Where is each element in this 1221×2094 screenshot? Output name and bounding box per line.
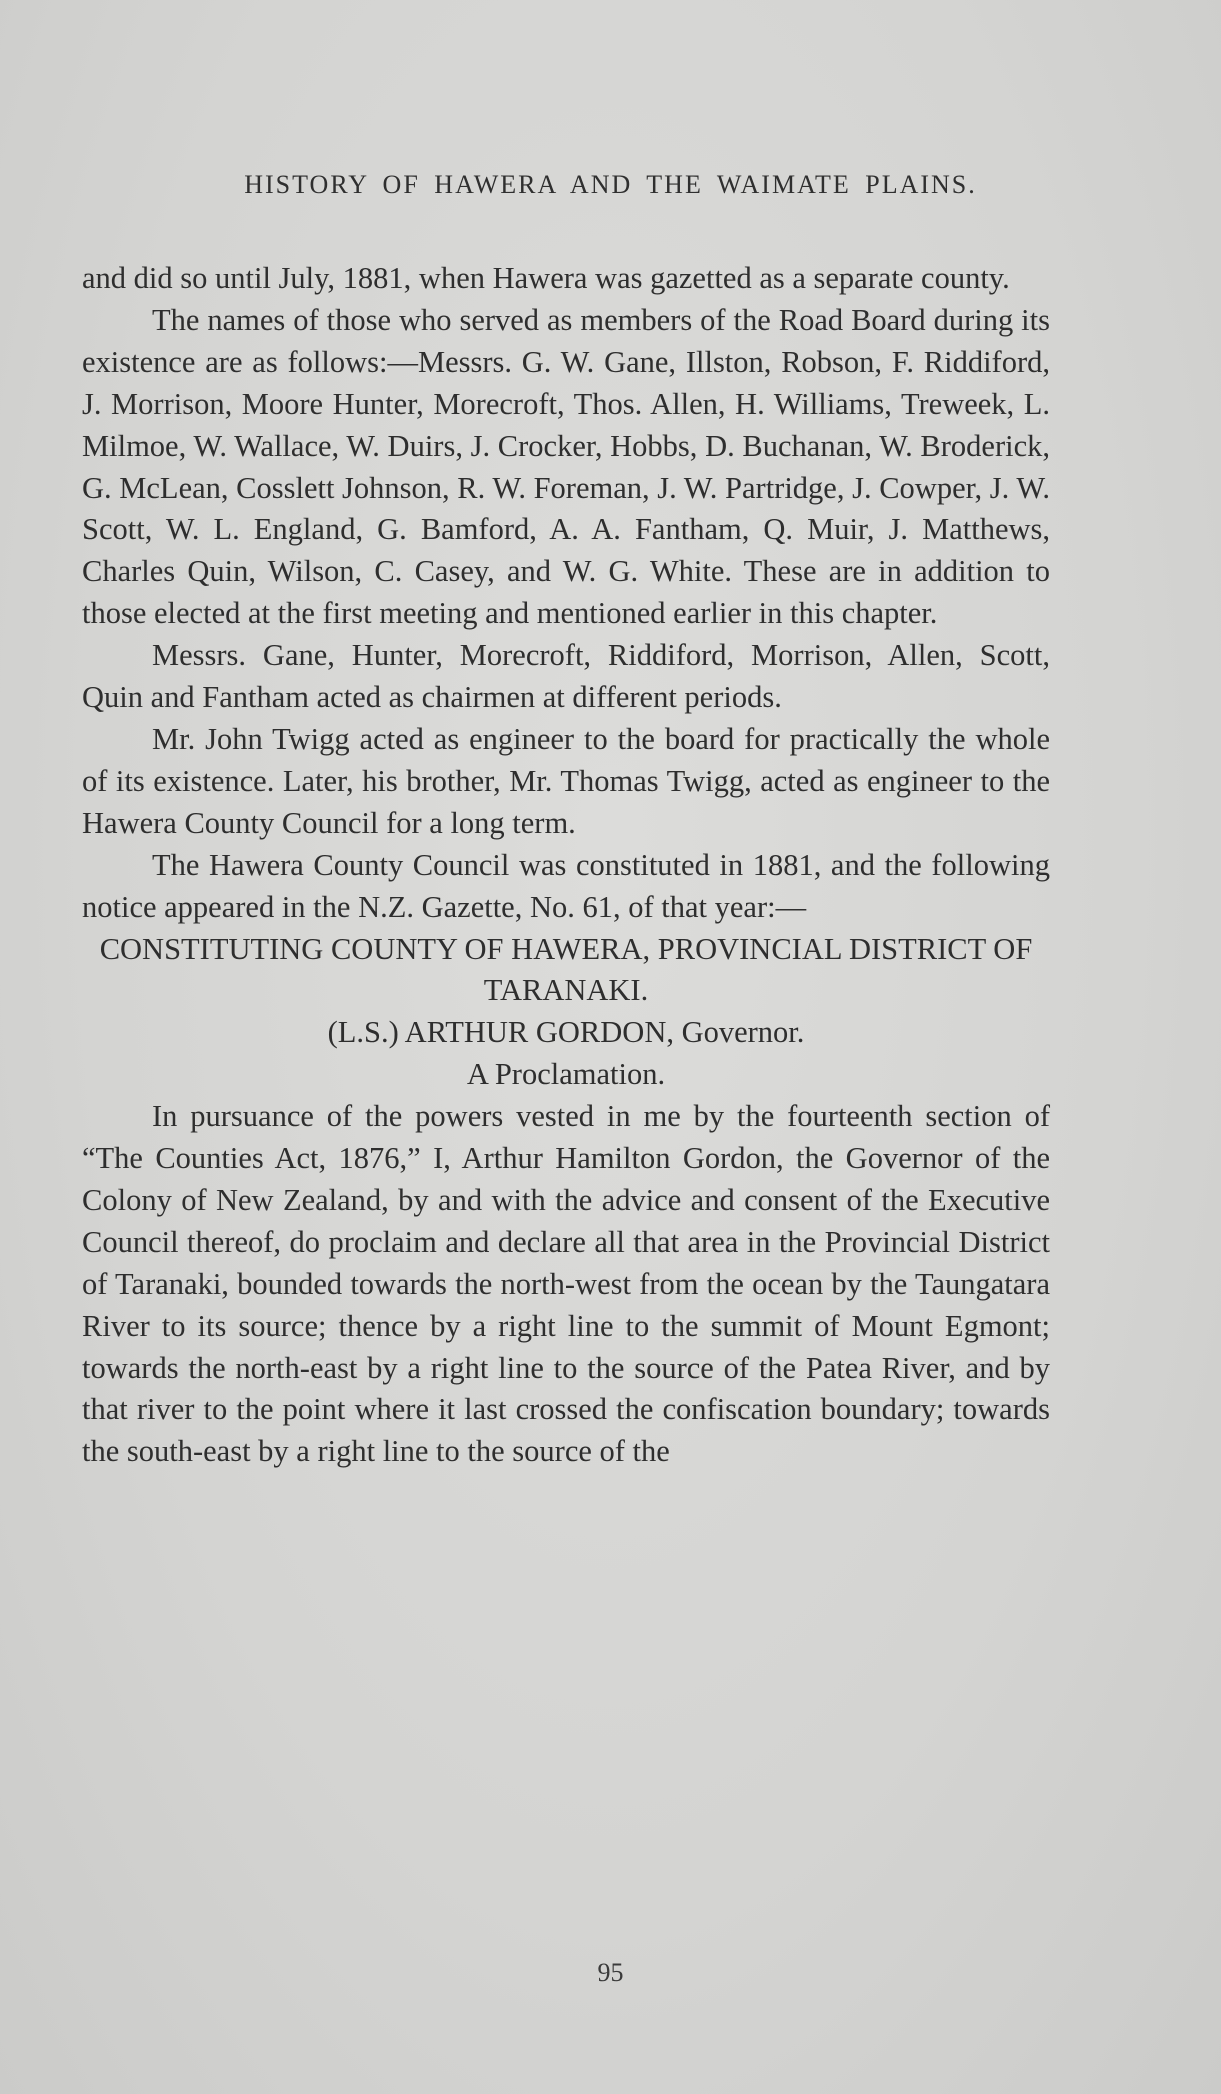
- paragraph: Messrs. Gane, Hunter, Morecroft, Riddiford, Morrison, Allen, Scott, Quin and Fantham acted as chairmen at different periods.: [82, 638, 1050, 715]
- proclamation-subtitle: A Proclamation.: [466, 1057, 666, 1092]
- paragraph: The names of those who served as members of the Road Board during its existence are as follows:—Messrs. G. W. Gane, Illston, Robson, F. Riddiford, J. Morrison, Moore Hunter, Morecroft, Thos. Allen, H. Williams, Treweek, L. Milmoe, W. Wallace, W. Duirs, J. Crocker, Hobbs, D. Buchanan, W. Broderick, G. McLean, Cosslett Johnson, R. W. Foreman, J. W. Partridge, J. Cowper, J. W. Scott, W. L. England, G. Bamford, A. A. Fantham, Q. Muir, J. Matthews, Charles Quin, Wilson, C. Casey, and W. G. White. These are in addition to those elected at the first meeting and mentioned earlier in this chapter.: [82, 302, 1050, 631]
- page-number: 95: [597, 1958, 624, 1987]
- paragraph: and did so until July, 1881, when Hawera was gazetted as a separate county.: [82, 261, 1010, 295]
- proclamation-title: CONSTITUTING COUNTY OF HAWERA, PROVINCIAL DISTRICT OF TARANAKI.: [99, 931, 1033, 1008]
- paragraph: Mr. John Twigg acted as engineer to the board for practically the whole of its existence. Later, his brother, Mr. Thomas Twigg, acted as engineer to the Hawera County Council for a long term.: [82, 721, 1050, 840]
- paragraph: In pursuance of the powers vested in me by the fourteenth section of “The Counties Act, 1876,” I, Arthur Hamilton Gordon, the Governor of the Colony of New Zealand, by and with the advice and consent of the Executive Council thereof, do proclaim and declare all that area in the Provincial District of Taranaki, bounded towards the north-west from the ocean by the Taungatara River to its source; thence by a right line to the summit of Mount Egmont; towards the north-east by a right line to the source of the Patea River, and by that river to the point where it last crossed the confiscation boundary; towards the south-east by a right line to the source of the: [82, 1099, 1050, 1469]
- governor-seal-line: (L.S.) ARTHUR GORDON, Governor.: [327, 1015, 805, 1050]
- paragraph: The Hawera County Council was constituted in 1881, and the following notice appeared in the N.Z. Gazette, No. 61, of that year:—: [82, 847, 1050, 924]
- running-head: HISTORY OF HAWERA AND THE WAIMATE PLAINS.: [244, 170, 977, 199]
- page-body: [82, 258, 1050, 1473]
